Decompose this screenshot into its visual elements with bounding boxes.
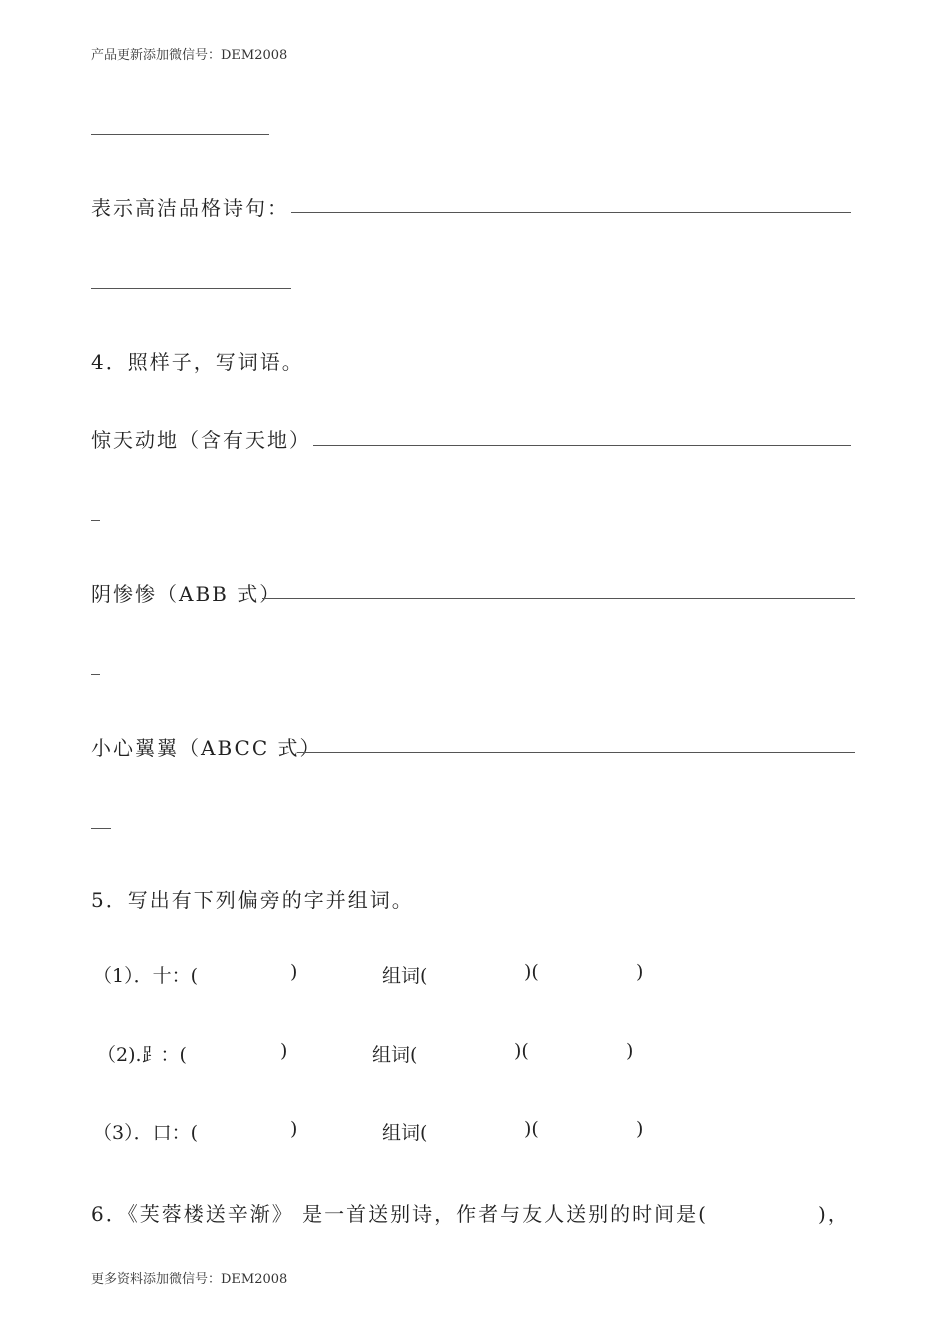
answer-line-continuation-1 bbox=[91, 134, 269, 135]
q4-item-1-answer-line bbox=[313, 445, 851, 446]
q5-item-1-words-mid: )( bbox=[524, 961, 539, 983]
q5-item-2-words-mid: )( bbox=[514, 1040, 529, 1062]
page-header: 产品更新添加微信号：DEM2008 bbox=[91, 48, 288, 63]
question-5-title: 5．写出有下列偏旁的字并组词。 bbox=[91, 888, 414, 912]
q5-item-1-words-open: 组词( bbox=[382, 965, 428, 987]
page-footer: 更多资料添加微信号：DEM2008 bbox=[91, 1272, 288, 1287]
noble-character-answer-line bbox=[291, 212, 851, 213]
q5-item-3-words-close: ) bbox=[636, 1118, 644, 1140]
question-6-close: )， bbox=[818, 1202, 850, 1226]
q4-item-3-answer-line bbox=[297, 752, 855, 753]
q5-item-3-words-open: 组词( bbox=[382, 1122, 428, 1144]
q4-item-2-answer-line bbox=[262, 598, 855, 599]
q4-item-2-label: 阴惨惨（ABB 式） bbox=[91, 582, 282, 606]
q5-item-2-words-close: ) bbox=[626, 1040, 634, 1062]
q5-item-2-words-open: 组词( bbox=[372, 1044, 418, 1066]
q5-item-2-char-open: （2).⻊：( bbox=[97, 1044, 187, 1066]
q5-item-1-char-open: （1）．十：( bbox=[93, 965, 199, 987]
q4-item-1-label: 惊天动地（含有天地） bbox=[91, 428, 311, 452]
q4-item-3-label: 小心翼翼（ABCC 式） bbox=[91, 736, 322, 760]
noble-character-answer-line-cont bbox=[91, 288, 291, 289]
q5-item-1-char-close: ) bbox=[290, 961, 298, 983]
q5-item-3-char-close: ) bbox=[290, 1118, 298, 1140]
q5-item-3-char-open: （3）．口：( bbox=[93, 1122, 199, 1144]
q4-item-2-answer-line-cont bbox=[91, 674, 100, 675]
noble-character-label: 表示高洁品格诗句： bbox=[91, 196, 289, 220]
q4-item-1-answer-line-cont bbox=[91, 520, 100, 521]
q5-item-2-char-close: ) bbox=[280, 1040, 288, 1062]
q4-item-3-answer-line-cont bbox=[91, 828, 111, 829]
question-6-text: 6．《芙蓉楼送辛渐》 是一首送别诗，作者与友人送别的时间是( bbox=[91, 1202, 708, 1226]
question-4-title: 4．照样子，写词语。 bbox=[91, 350, 304, 374]
q5-item-3-words-mid: )( bbox=[524, 1118, 539, 1140]
q5-item-1-words-close: ) bbox=[636, 961, 644, 983]
